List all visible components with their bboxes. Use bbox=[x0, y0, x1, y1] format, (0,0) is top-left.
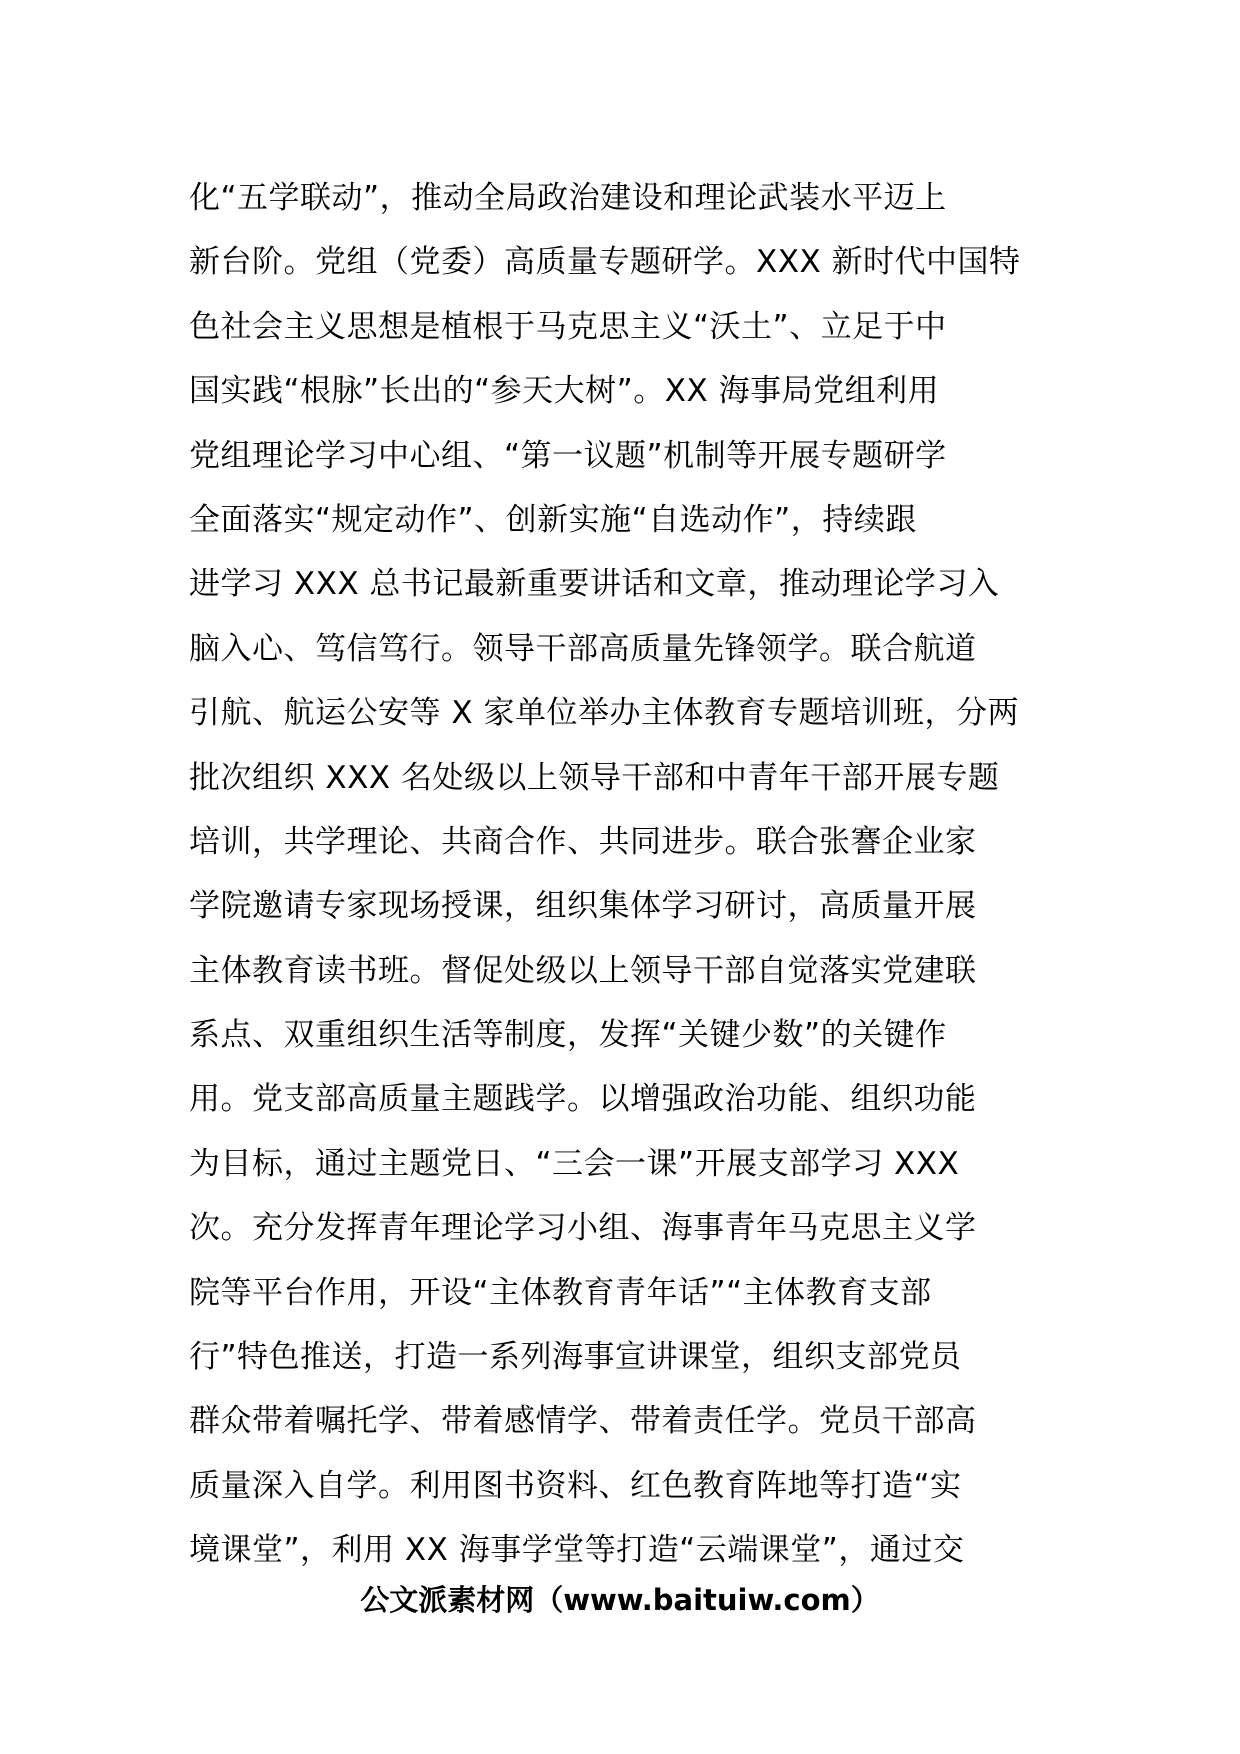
text-line: 行”特色推送，打造一系列海事宣讲课堂，组织支部党员 bbox=[189, 1339, 962, 1376]
text-line: 引航、航运公安等 X 家单位举办主体教育专题培训班，分两 bbox=[189, 695, 1019, 732]
text-line: 脑入心、笃信笃行。领导干部高质量先锋领学。联合航道 bbox=[189, 630, 977, 667]
text-line: 党组理论学习中心组、“第一议题”机制等开展专题研学 bbox=[189, 437, 947, 474]
text-line: 院等平台作用，开设“主体教育青年话”“主体教育支部 bbox=[189, 1274, 932, 1311]
text-line: 色社会主义思想是植根于马克思主义“沃土”、立足于中 bbox=[189, 308, 947, 345]
text-line: 批次组织 XXX 名处级以上领导干部和中青年干部开展专题 bbox=[189, 759, 1000, 796]
text-line: 群众带着嘱托学、带着感情学、带着责任学。党员干部高 bbox=[189, 1403, 977, 1440]
text-line: 全面落实“规定动作”、创新实施“自选动作”，持续跟 bbox=[189, 501, 917, 538]
text-line: 国实践“根脉”长出的“参天大树”。XX 海事局党组利用 bbox=[189, 373, 940, 410]
text-line: 培训，共学理论、共商合作、共同进步。联合张謇企业家 bbox=[189, 823, 977, 860]
body-text bbox=[189, 166, 1069, 1583]
text-line: 境课堂”，利用 XX 海事学堂等打造“云端课堂”，通过交 bbox=[189, 1532, 965, 1569]
text-line: 新台阶。党组（党委）高质量专题研学。XXX 新时代中国特 bbox=[189, 244, 1021, 281]
text-line: 化“五学联动”，推动全局政治建设和理论武装水平迈上 bbox=[189, 180, 947, 216]
text-line: 次。充分发挥青年理论学习小组、海事青年马克思主义学 bbox=[189, 1210, 977, 1247]
text-line: 学院邀请专家现场授课，组织集体学习研讨，高质量开展 bbox=[189, 888, 977, 925]
text-line: 主体教育读书班。督促处级以上领导干部自觉落实党建联 bbox=[189, 952, 977, 989]
text-line: 系点、双重组织生活等制度，发挥“关键少数”的关键作 bbox=[189, 1017, 947, 1054]
text-line: 质量深入自学。利用图书资料、红色教育阵地等打造“实 bbox=[189, 1467, 962, 1504]
text-line: 用。党支部高质量主题践学。以增强政治功能、组织功能 bbox=[189, 1081, 977, 1118]
text-line: 进学习 XXX 总书记最新重要讲话和文章，推动理论学习入 bbox=[189, 566, 1000, 603]
page-footer: 公文派素材网（www.baituiw.com） bbox=[360, 1583, 880, 1617]
text-line: 为目标，通过主题党日、“三会一课”开展支部学习 XXX bbox=[189, 1145, 960, 1182]
